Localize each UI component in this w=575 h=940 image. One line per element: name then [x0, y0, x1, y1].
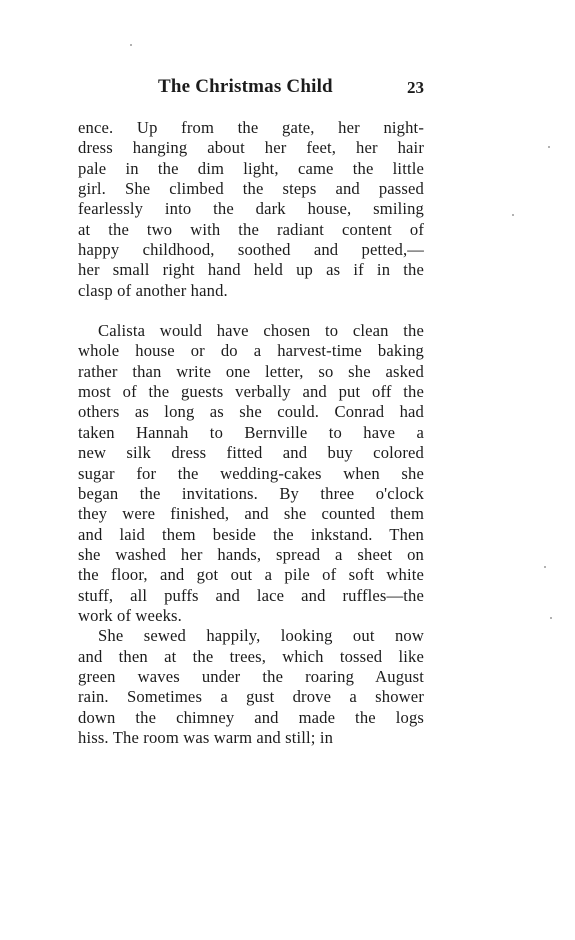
- text-line: whole house or do a harvest-time baking: [78, 341, 424, 361]
- text-line: her small right hand held up as if in the: [78, 260, 424, 280]
- text-line: rain. Sometimes a gust drove a shower: [78, 687, 424, 707]
- text-line: and then at the trees, which tossed like: [78, 646, 424, 666]
- text-line: taken Hannah to Bernville to have a: [78, 422, 424, 442]
- text-line: rather than write one letter, so she asked: [78, 361, 424, 381]
- text-line: dress hanging about her feet, her hair: [78, 138, 424, 158]
- paragraph: [78, 626, 424, 748]
- text-line: happy childhood, soothed and petted,—: [78, 240, 424, 260]
- text-line: most of the guests verbally and put off the: [78, 382, 424, 402]
- running-title: The Christmas Child: [158, 76, 333, 97]
- text-line: she washed her hands, spread a sheet on: [78, 544, 424, 564]
- text-line: down the chimney and made the logs: [78, 707, 424, 727]
- paragraph: [78, 321, 424, 626]
- running-head: [78, 76, 424, 102]
- text-line: stuff, all puffs and lace and ruffles—the: [78, 585, 424, 605]
- text-line: sugar for the wedding-cakes when she: [78, 463, 424, 483]
- text-line: others as long as she could. Conrad had: [78, 402, 424, 422]
- text-line: clasp of another hand.: [78, 280, 228, 300]
- text-line: and laid them beside the inkstand. Then: [78, 524, 424, 544]
- text-line: hiss. The room was warm and still; in: [78, 727, 334, 747]
- text-line: at the two with the radiant content of: [78, 219, 424, 239]
- text-line: fearlessly into the dark house, smiling: [78, 199, 424, 219]
- text-line: work of weeks.: [78, 605, 182, 625]
- paper-speck: [130, 44, 132, 46]
- text-line: began the invitations. By three o'clock: [78, 483, 424, 503]
- text-line: pale in the dim light, came the little: [78, 158, 424, 178]
- text-line: girl. She climbed the steps and passed: [78, 179, 424, 199]
- text-line: the floor, and got out a pile of soft white: [78, 565, 424, 585]
- text-line: ence. Up from the gate, her night-: [78, 118, 424, 137]
- paragraph: [78, 118, 424, 301]
- paper-speck: [544, 566, 546, 568]
- page-number: 23: [407, 78, 424, 97]
- text-line: new silk dress fitted and buy colored: [78, 443, 424, 463]
- text-line: She sewed happily, looking out now: [98, 626, 424, 646]
- body-text: [78, 118, 424, 748]
- paper-speck: [550, 617, 552, 619]
- paper-speck: [548, 146, 550, 148]
- paragraph-gap: [78, 301, 424, 321]
- paper-speck: [512, 214, 514, 216]
- text-line: Calista would have chosen to clean the: [98, 321, 424, 341]
- text-line: they were finished, and she counted them: [78, 504, 424, 524]
- text-line: green waves under the roaring August: [78, 666, 424, 686]
